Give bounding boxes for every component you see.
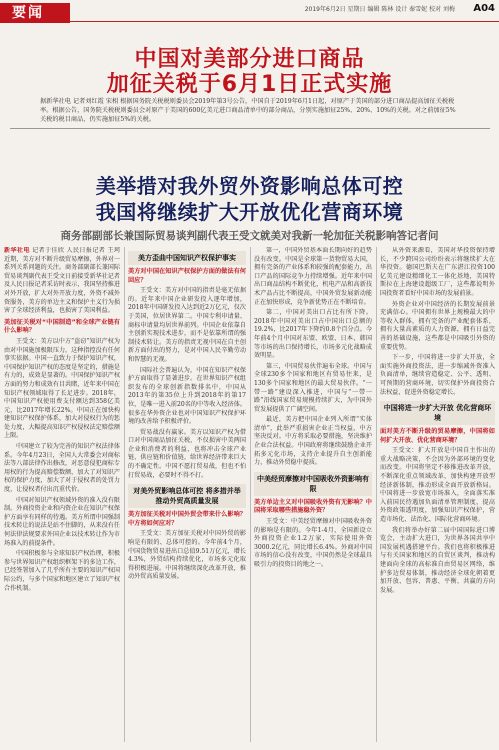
article-column-4 (380, 247, 495, 742)
paragraph: 国际社会普遍认为，中国在知识产权保护方面取得了显著进步。在世界知识产权组织发布的全球创新指数排名中，中国从2013年的第35位上升到2018年的第17位，是唯一进入前20名的中等收入经济体。很多在华外资企业也对中国知识产权保护环境的改善给予积极评价。 (128, 366, 246, 426)
byline: 新华社电 记者于佳欣 人民日报记者 王珂 近期，美方对不断升级贸易摩擦，外界对一系列关系问题的关注。商务部副部长兼国际贸易谈判副代表王受文日前接受新华社记者及人民日报记者采访时表示，我国坚持推进对外开放，扩大对外开放力度，外资不减外资服务，美方的单边主义和保护主义行为损害了全球经济利益，也损害了美国利益。 (4, 247, 120, 315)
box-title-3: 中美经贸摩擦对中国吸收外资影响有限 (254, 472, 372, 496)
paragraph: 中国对知识产权领域外资的准入没有限制。外商投资企业和内资企业在知识产权保护方面享有同样的待遇。美方所谓中国强制技术转让的说法是站不住脚的，从来没有任何法律法规要求外国企业以技术转让作为市场准入的前提条件。 (4, 496, 120, 547)
answer-3: 王受文：美方加征关税对中国外贸的影响是有限的、总体可控的。今年前4个月，中国货物贸易进出口总值9.51万亿元，增长4.3%，外贸结构持续优化，市场多元化取得积极进展。中国将继续深化改革开放，推动外贸高质量发展。 (128, 530, 246, 581)
question-3: 美方加征关税对中国外贸会带来什么影响？中方将如何应对？ (128, 511, 246, 527)
paragraph: 第三，中国贸易伙伴遍布全球。中国与全球230多个国家和地区有贸易往来，是130多个国家和地区的最大贸易伙伴。“一带一路”建设深入推进，中国与“一带一路”沿线国家贸易规模持续扩大，为中国外贸发展提供了广阔空间。 (254, 362, 372, 413)
column-divider (376, 247, 377, 742)
paragraph: 第二，中国对美出口占比有所下降。2018年中国对美出口占中国出口总额的19.2%，比2017年下降约0.8个百分点。今年前4个月中国对东盟、欧盟、日本、韩国等市场的出口保持增长，市场多元化战略成效明显。 (254, 309, 372, 360)
paragraph: 贸易战没有赢家。美方以知识产权为借口对中国商品加征关税，不仅损害中美两国企业和消费者的利益，也将冲击全球产业链、供应链和价值链，给世界经济带来巨大的不确定性。中国不愿打贸易战，但也不怕打贸易战，必要时不得不打。 (128, 428, 246, 479)
paragraph: 中国建立了较为完善的知识产权法律体系。今年4月23日，全国人大常委会对商标法等八部法律作出修改，对恶意侵犯商标专用权的行为提高赔偿数额，加大了对知识产权的保护力度，加大了对于侵权者的处罚力度，让侵权者付出沉重代价。 (4, 443, 120, 494)
article-column-3 (254, 247, 372, 742)
paragraph: 中国积极参与全球知识产权治理，积极参与世界知识产权组织框架下的多边工作，已经签署加入了几乎所有主要的知识产权国际公约，与多个国家和地区建立了知识产权合作机制。 (4, 550, 120, 592)
paragraph: 下一步，中国将进一步扩大开放，全面实施外商投资法，进一步缩减外资准入负面清单，继续营造稳定、公平、透明、可预期的营商环境，切实保护外商投资合法权益，促进外资稳定增长。 (380, 354, 495, 396)
column-divider (250, 247, 251, 742)
paragraph: 第一，中国外贸基本面长期向好的趋势没有改变。中国是全球第一货物贸易大国，拥有完备的产业体系和较强的配套能力，出口产品的国际竞争力持续增强。近年来中国出口商品结构不断优化，机电产品和高新技术产品占比不断提高，中国外贸发展新动能正在加快形成，竞争新优势正在不断培育。 (254, 247, 372, 306)
answer-5: 王受文：扩大开放是中国自主作出的重大战略决策，不会因为外部环境的变化而改变。中国将坚定不移推进改革开放，不断深化重点领域改革，加快构建开放型经济新体制，推动形成全面开放新格局。中国将进一步放宽市场准入，全面落实准入前国民待遇加负面清单管理制度，提高外资政策透明度，加强知识产权保护，营造市场化、法治化、国际化营商环境。 (380, 447, 495, 524)
answer-1: 王受文：美方以中方“盗窃”知识产权为由对中国施加极限压力，这种指控没有任何事实依据。中国一直致力于保护知识产权，中国保护知识产权的态度是坚定的，措施是有力的，成效是显著的。中国保护知识产权方面的努力和成效有目共睹，近年来中国在知识产权领域取得了长足进步。2018年，中国知识产权使用费支付额达到358亿美元，比2017年增长22%。中国正在加快构建知识产权保护体系，加大对侵权行为的惩处力度，大幅提高知识产权侵权法定赔偿额上限。 (4, 337, 120, 440)
answer-4: 王受文：中美经贸摩擦对中国吸收外资的影响是有限的。今年1-4月，全国新设立外商投资企业1.2万家，实际使用外资3000.2亿元，同比增长6.4%。外商对中国市场的信心没有改变，中国仍然是全球最具吸引力的投资目的地之一。 (254, 518, 372, 568)
paragraph: 我们将举办好第二届中国国际进口博览会，主动扩大进口，为世界各国共享中国发展机遇搭建平台。我们也将积极推进与有关国家和地区的自贸区谈判，推动构建面向全球的高标准自由贸易区网络，维护多边贸易体制，推动经济全球化朝着更加开放、包容、普惠、平衡、共赢的方向发展。 (380, 526, 495, 594)
divider (10, 128, 490, 129)
story2-headline-line2: 我国将继续扩大开放优化营商环境 (95, 200, 404, 224)
article-column-2 (128, 247, 246, 742)
column-divider (124, 247, 125, 742)
question-5: 面对美方不断升级的贸易摩擦，中国将如何扩大开放、优化营商环境？ (380, 428, 495, 444)
section-tag: 要闻 (0, 3, 70, 23)
masthead (0, 0, 499, 22)
masthead-info: 2019年6月2日 星期日 编辑 陈林 设计 秦雪妮 校对 刘梅 (304, 6, 455, 13)
question-2: 美方对中国在知识产权保护方面的做法有何回应？ (128, 268, 246, 284)
answer-2: 王受文：美方对中国的指责是毫无依据的。近年来中国企业研发投入逐年增加，2018年中国研发投入达到近2万亿元，仅次于美国，位居世界第二。中国专利申请量、商标申请量均居世界前列。中国企业依靠自主创新实现技术进步，而不是依靠所谓的强制技术转让。美方的指责无视中国在自主创新方面付出的努力，是对中国人民辛勤劳动和智慧的无视。 (128, 287, 246, 363)
paragraph: 最近，美方把中国企业列入所谓“实体清单”，此举严重损害企业正当权益，中方坚决反对。中方将采取必要措施，坚决维护企业合法权益。中国政府将继续鼓励企业开拓多元化市场，支持企业提升自主创新能力，推动外贸稳中提质。 (254, 416, 372, 467)
box-title-4: 中国将进一步扩大开放 优化营商环境 (380, 401, 495, 425)
paragraph: 从外资来源看，美国对华投资保持增长，不少跨国公司纷纷表示将继续扩大在华投资。德国巴斯夫在广东湛江投资100亿美元建设精细化工一体化基地，美国特斯拉在上海建设超级工厂，这些都说明外国投资者看好中国市场的发展前景。 (380, 247, 495, 297)
story2-subhead: 商务部副部长兼国际贸易谈判副代表王受文就美对我新一轮加征关税影响答记者问 (60, 230, 439, 242)
story1-lead: 据新华社电 记者刘红霞 宋相 根据国务院关税税则委员会2019年第3号公告，中国自于2019年6月1日起，对原产于美国的部分进口商品提高加征关税税率。根据公告，国务院关税税则委员会对原产于美国的600亿美元进口商品清单中的部分商品，分别实施加征25%、20%、10%的关税。对之前加征5%关税的税目商品，仍实施加征5%的关税。 (40, 98, 456, 123)
article-column-1 (4, 247, 120, 742)
page-number: A04 (473, 3, 495, 14)
story2-headline-line1: 美举措对我外贸外资影响总体可控 (95, 174, 404, 198)
story1-headline-line2: 加征关税于6月1日正式实施 (106, 72, 393, 97)
question-1: 美加征关税对“中国制造”和全球产业链有什么影响？ (4, 318, 120, 335)
story1-headline-line1: 中国对美部分进口商品 (134, 47, 365, 72)
box-title-2: 对美外贸影响总体可控 将多措并举推动外贸高质量发展 (128, 484, 246, 508)
paragraph: 外资企业对中国经济的长期发展前景充满信心。中国拥有世界上规模最大的中等收入群体，拥有完备的产业配套体系，拥有大量高素质的人力资源，拥有日益完善的基础设施，这些都是中国吸引外资的重要优势。 (380, 300, 495, 351)
box-title-1: 美方歪曲中国知识产权保护事实 (128, 251, 246, 265)
question-4: 美方单边主义对中国吸收外资有无影响？中国将采取哪些措施稳外资？ (254, 498, 372, 515)
